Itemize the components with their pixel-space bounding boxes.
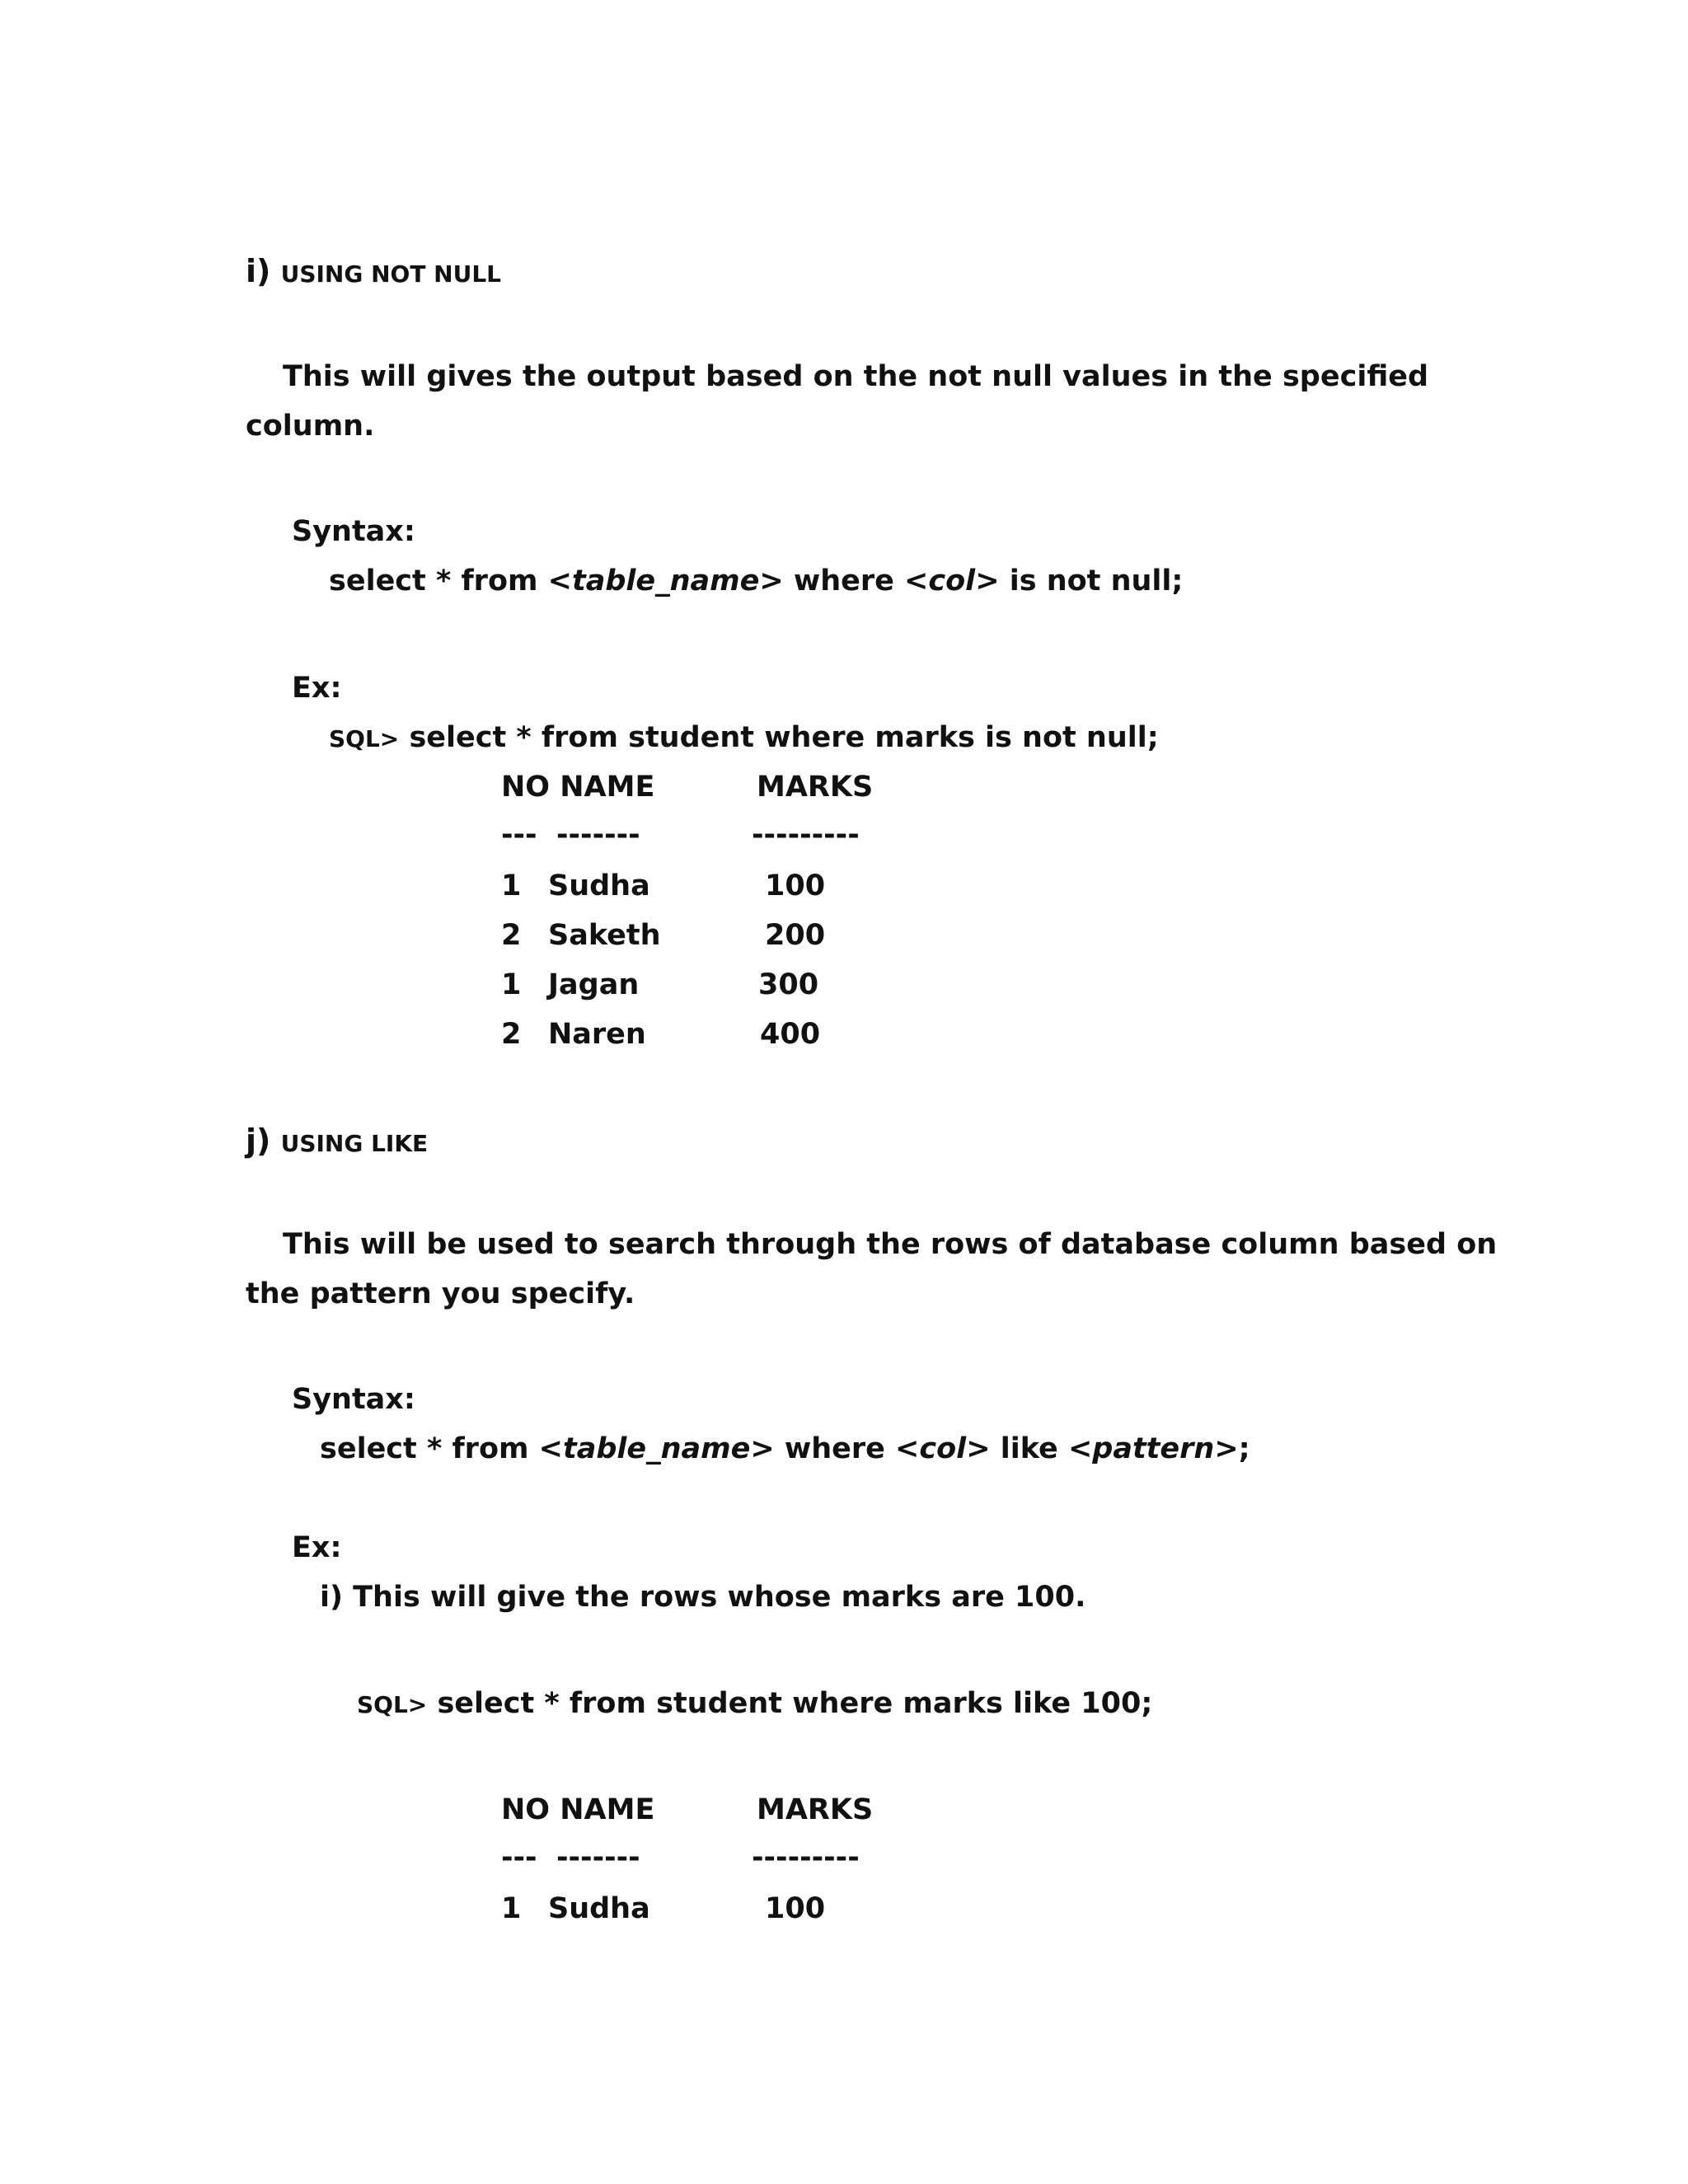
cell-marks: 200 <box>765 919 826 952</box>
table-separator-name: ------- <box>556 818 640 851</box>
section-i-description-line1: This will gives the output based on the not null values in the specified <box>283 360 1429 393</box>
sql-query: select * from student where marks like 100; <box>437 1687 1153 1720</box>
cell-marks: 400 <box>760 1018 821 1051</box>
section-i-description-line2: column. <box>246 410 375 443</box>
table-header-no-name: NO NAME <box>501 1793 655 1826</box>
table-separator-name: ------- <box>556 1841 640 1874</box>
cell-no: 1 <box>501 869 522 902</box>
cell-name: Sudha <box>548 869 650 902</box>
table-name-param: table_name <box>571 565 760 598</box>
section-i-letter: i) <box>246 253 271 289</box>
section-i-syntax-code: select * from <table_name> where <col> is not null; <box>329 565 1184 598</box>
cell-no: 1 <box>501 968 522 1001</box>
cell-no: 1 <box>501 1892 522 1925</box>
table-header-no-name: NO NAME <box>501 771 655 804</box>
section-j-title: USING LIKE <box>280 1130 429 1157</box>
pattern-param: pattern <box>1092 1432 1215 1465</box>
section-j-description-line2: the pattern you specify. <box>246 1277 635 1310</box>
section-j-syntax-code: select * from <table_name> where <col> like <pattern>; <box>320 1432 1250 1465</box>
section-j-example-description: i) This will give the rows whose marks are 100. <box>320 1581 1086 1614</box>
table-separator-marks: --------- <box>752 818 860 851</box>
table-header-marks: MARKS <box>757 771 874 804</box>
cell-marks: 300 <box>758 968 819 1001</box>
section-i-syntax-label: Syntax: <box>292 515 415 548</box>
cell-no: 2 <box>501 919 522 952</box>
table-separator-marks: --------- <box>752 1841 860 1874</box>
sql-prompt: SQL> <box>357 1691 428 1718</box>
table-separator-no: --- <box>501 1841 537 1874</box>
cell-name: Naren <box>548 1018 646 1051</box>
sql-prompt: SQL> <box>329 725 400 752</box>
cell-name: Saketh <box>548 919 661 952</box>
table-header-marks: MARKS <box>757 1793 874 1826</box>
cell-no: 2 <box>501 1018 522 1051</box>
section-i-heading <box>246 255 501 288</box>
section-j-description-line1: This will be used to search through the rows of database column based on <box>283 1228 1498 1261</box>
section-j-sql-line <box>357 1687 1153 1720</box>
section-i-sql-line <box>329 721 1159 754</box>
cell-name: Sudha <box>548 1892 650 1925</box>
table-name-param: table_name <box>562 1432 751 1465</box>
section-j-ex-label: Ex: <box>292 1531 342 1564</box>
cell-marks: 100 <box>765 869 826 902</box>
section-i-title: USING NOT NULL <box>280 260 502 288</box>
cell-name: Jagan <box>548 968 640 1001</box>
section-j-heading <box>246 1122 429 1159</box>
section-j-letter: j) <box>246 1122 271 1159</box>
cell-marks: 100 <box>765 1892 826 1925</box>
table-separator-no: --- <box>501 818 537 851</box>
section-j-syntax-label: Syntax: <box>292 1383 415 1416</box>
section-i-ex-label: Ex: <box>292 672 342 705</box>
sql-query: select * from student where marks is not null; <box>409 721 1159 754</box>
col-param: col <box>919 1432 967 1465</box>
col-param: col <box>928 565 976 598</box>
